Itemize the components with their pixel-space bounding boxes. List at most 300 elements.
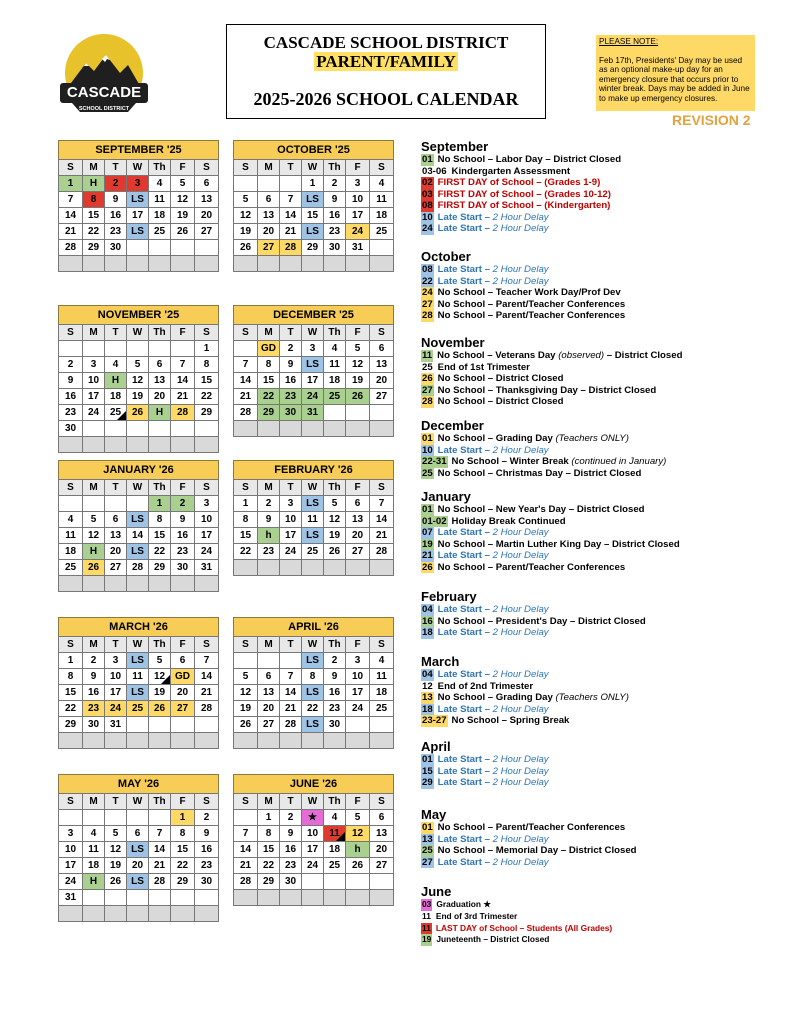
event-date: 25 — [422, 845, 433, 856]
day-cell: 16 — [59, 389, 83, 405]
weekday-header: S — [195, 160, 219, 176]
filler-cell — [195, 733, 219, 749]
event-item — [421, 834, 771, 846]
day-cell: 25 — [105, 405, 127, 421]
weekday-header: M — [83, 637, 105, 653]
event-item — [421, 445, 771, 457]
month-calendar — [233, 140, 394, 272]
events-section — [421, 139, 771, 235]
day-cell: 9 — [258, 512, 280, 528]
day-cell: 10 — [346, 669, 370, 685]
day-cell: 13 — [346, 512, 370, 528]
day-cell: 12 — [127, 373, 149, 389]
day-cell: 30 — [280, 405, 302, 421]
empty-day-cell — [105, 890, 127, 906]
empty-day-cell — [234, 653, 258, 669]
event-date: 24 — [422, 287, 433, 298]
weekday-header: S — [59, 325, 83, 341]
day-cell: 17 — [302, 373, 324, 389]
day-cell: 28 — [280, 717, 302, 733]
day-cell: 18 — [370, 208, 394, 224]
filler-cell — [171, 437, 195, 453]
event-text-note: 2 Hour Delay — [492, 223, 549, 234]
day-cell: 29 — [59, 717, 83, 733]
event-item — [421, 604, 771, 616]
weekday-header: Th — [324, 637, 346, 653]
filler-cell — [149, 437, 171, 453]
day-cell: 17 — [127, 208, 149, 224]
weekday-header: W — [302, 794, 324, 810]
day-cell: 15 — [171, 842, 195, 858]
weekday-header: S — [59, 480, 83, 496]
event-item — [421, 373, 771, 385]
empty-day-cell — [171, 717, 195, 733]
filler-cell — [127, 576, 149, 592]
day-cell: 20 — [370, 842, 394, 858]
weekday-header: F — [346, 637, 370, 653]
empty-day-cell — [105, 496, 127, 512]
weekday-header: M — [258, 325, 280, 341]
day-cell: 4 — [83, 826, 105, 842]
event-item — [421, 177, 771, 189]
events-section — [421, 739, 771, 789]
weekday-header: F — [171, 325, 195, 341]
day-cell: LS — [127, 512, 149, 528]
empty-day-cell — [258, 176, 280, 192]
filler-cell — [195, 256, 219, 272]
weekday-header: F — [346, 160, 370, 176]
weekday-header: M — [83, 160, 105, 176]
event-text — [438, 766, 549, 777]
day-cell: 2 — [280, 341, 302, 357]
weekday-header: M — [83, 325, 105, 341]
event-item — [421, 627, 771, 639]
event-date: 29 — [422, 777, 433, 788]
day-cell: 9 — [280, 826, 302, 842]
event-text-note: 2 Hour Delay — [492, 765, 549, 777]
filler-cell — [234, 256, 258, 272]
day-cell: 4 — [370, 176, 394, 192]
day-cell: 14 — [280, 685, 302, 701]
event-item — [421, 350, 771, 362]
event-date: 03 — [422, 188, 433, 200]
empty-day-cell — [195, 421, 219, 437]
filler-cell — [149, 576, 171, 592]
day-cell: 26 — [324, 544, 346, 560]
day-cell: 15 — [83, 208, 105, 224]
empty-day-cell — [59, 341, 83, 357]
day-cell: 2 — [171, 496, 195, 512]
day-cell: 5 — [171, 176, 195, 192]
month-calendar — [58, 140, 219, 272]
event-text — [438, 299, 626, 310]
events-section-title: November — [421, 335, 485, 350]
event-item — [421, 468, 771, 480]
empty-day-cell — [280, 176, 302, 192]
event-text — [438, 550, 549, 561]
day-cell: 12 — [234, 685, 258, 701]
day-cell: 16 — [280, 842, 302, 858]
day-cell: 3 — [59, 826, 83, 842]
day-cell: 26 — [127, 405, 149, 421]
event-item — [421, 456, 771, 468]
day-cell: 11 — [127, 669, 149, 685]
day-cell: 16 — [324, 208, 346, 224]
day-cell: 28 — [127, 560, 149, 576]
day-cell: 21 — [234, 858, 258, 874]
filler-cell — [171, 256, 195, 272]
filler-cell — [59, 437, 83, 453]
event-text-main: No School – District Closed — [437, 396, 564, 407]
empty-day-cell — [83, 421, 105, 437]
weekday-header: F — [346, 794, 370, 810]
event-date: 04 — [422, 669, 433, 680]
day-cell: 23 — [324, 701, 346, 717]
filler-cell — [83, 437, 105, 453]
day-cell: 25 — [149, 224, 171, 240]
day-cell: 24 — [302, 858, 324, 874]
event-text-note: (observed) — [558, 350, 605, 361]
day-cell: 28 — [195, 701, 219, 717]
day-cell: 26 — [234, 717, 258, 733]
filler-cell — [302, 733, 324, 749]
event-text — [438, 287, 621, 298]
day-cell: 28 — [149, 874, 171, 890]
weekday-header: M — [258, 794, 280, 810]
empty-day-cell — [195, 717, 219, 733]
empty-day-cell — [324, 405, 346, 421]
district-name: CASCADE SCHOOL DISTRICT — [263, 33, 509, 52]
day-cell: 31 — [105, 717, 127, 733]
event-text — [438, 822, 626, 833]
day-cell: LS — [127, 224, 149, 240]
event-item — [421, 287, 771, 299]
day-cell: 22 — [171, 858, 195, 874]
title-box — [226, 24, 546, 119]
day-cell: 19 — [324, 528, 346, 544]
event-item — [421, 715, 771, 727]
weekday-header: M — [258, 637, 280, 653]
month-grid — [233, 479, 394, 576]
day-cell: 5 — [234, 669, 258, 685]
event-text — [452, 715, 570, 726]
note-body: Feb 17th, Presidents' Day may be used as an optional make-up day for an emergency closure that occurs prior to winter break. Days may be added in June to make up emergency closures. — [599, 55, 750, 103]
filler-cell — [59, 256, 83, 272]
event-text — [438, 604, 549, 615]
event-date: 10 — [422, 444, 433, 456]
event-text-main: End of 1st Trimester — [437, 361, 530, 373]
day-cell: 6 — [346, 496, 370, 512]
day-cell: 8 — [149, 512, 171, 528]
day-cell: 2 — [195, 810, 219, 826]
filler-cell — [127, 437, 149, 453]
empty-day-cell — [127, 890, 149, 906]
filler-cell — [83, 576, 105, 592]
day-cell: 24 — [195, 544, 219, 560]
events-section-title: June — [421, 884, 452, 899]
day-cell: 6 — [127, 826, 149, 842]
weekday-header: Th — [149, 325, 171, 341]
weekday-header: W — [127, 160, 149, 176]
day-cell: 25 — [370, 224, 394, 240]
month-calendar — [233, 774, 394, 906]
day-cell: 21 — [234, 389, 258, 405]
day-cell: 9 — [324, 192, 346, 208]
empty-day-cell — [370, 240, 394, 256]
day-cell: 17 — [83, 389, 105, 405]
empty-day-cell — [127, 240, 149, 256]
day-cell: 28 — [171, 405, 195, 421]
day-cell: 12 — [234, 208, 258, 224]
day-cell: 24 — [59, 874, 83, 890]
event-text-main: No School – Spring Break — [451, 715, 570, 726]
day-cell: 23 — [258, 544, 280, 560]
day-cell: LS — [302, 357, 324, 373]
day-cell: LS — [302, 496, 324, 512]
event-item — [421, 777, 771, 789]
day-cell: 19 — [346, 373, 370, 389]
filler-cell — [149, 256, 171, 272]
day-cell: 23 — [280, 858, 302, 874]
day-cell: 10 — [302, 826, 324, 842]
events-section — [421, 249, 771, 322]
empty-day-cell — [105, 810, 127, 826]
day-cell: 30 — [171, 560, 195, 576]
day-cell: 8 — [83, 192, 105, 208]
day-cell: 17 — [346, 208, 370, 224]
day-cell: 12 — [83, 528, 105, 544]
empty-day-cell — [346, 874, 370, 890]
filler-cell — [258, 890, 280, 906]
day-cell: 26 — [83, 560, 105, 576]
event-text — [438, 433, 629, 444]
day-cell: 25 — [324, 858, 346, 874]
day-cell: 1 — [171, 810, 195, 826]
event-item — [421, 539, 771, 551]
day-cell: 1 — [59, 653, 83, 669]
day-cell: 27 — [346, 544, 370, 560]
calendar-title: 2025-2026 SCHOOL CALENDAR — [253, 89, 519, 109]
weekday-header: T — [280, 794, 302, 810]
event-text-note: 2 Hour Delay — [492, 627, 549, 638]
event-item — [421, 681, 771, 693]
event-text-main: Late Start – — [437, 444, 493, 456]
day-cell: H — [105, 373, 127, 389]
weekday-header: W — [302, 325, 324, 341]
event-text-note: 2 Hour Delay — [492, 264, 549, 275]
weekday-header: W — [127, 325, 149, 341]
day-cell: 2 — [324, 653, 346, 669]
event-text-main: FIRST DAY of School – (Grades 1-9) — [437, 177, 601, 188]
day-cell: 30 — [280, 874, 302, 890]
day-cell: GD — [258, 341, 280, 357]
empty-day-cell — [83, 810, 105, 826]
day-cell: 6 — [370, 810, 394, 826]
event-text — [438, 223, 549, 234]
filler-cell — [280, 256, 302, 272]
weekday-header: W — [302, 637, 324, 653]
day-cell: 11 — [324, 826, 346, 842]
event-text — [438, 154, 621, 165]
event-text-main: No School – Martin Luther King Day – District Closed — [437, 538, 680, 550]
filler-cell — [59, 733, 83, 749]
day-cell: 14 — [234, 842, 258, 858]
day-cell: 12 — [149, 669, 171, 685]
day-cell: 14 — [234, 373, 258, 389]
weekday-header: S — [234, 325, 258, 341]
day-cell: 2 — [280, 810, 302, 826]
weekday-header: T — [280, 160, 302, 176]
filler-cell — [258, 421, 280, 437]
day-cell: 6 — [149, 357, 171, 373]
event-item — [421, 299, 771, 311]
day-cell: 22 — [149, 544, 171, 560]
weekday-header: Th — [324, 794, 346, 810]
events-section-title: September — [421, 139, 489, 154]
month-grid — [233, 636, 394, 749]
day-cell: 7 — [234, 357, 258, 373]
event-text-main: Late Start – — [437, 527, 493, 538]
event-text — [438, 681, 533, 692]
day-cell: 8 — [258, 357, 280, 373]
event-date: 23-27 — [422, 715, 447, 726]
day-cell: 19 — [234, 224, 258, 240]
day-cell: 13 — [370, 826, 394, 842]
event-text-main: Late Start – — [437, 703, 493, 715]
day-cell: LS — [127, 685, 149, 701]
day-cell: 7 — [280, 192, 302, 208]
event-text — [436, 934, 549, 944]
day-cell: 23 — [171, 544, 195, 560]
day-cell: LS — [302, 653, 324, 669]
events-section — [421, 807, 771, 868]
filler-cell — [302, 560, 324, 576]
event-text-main: Late Start – — [437, 669, 493, 680]
filler-cell — [370, 733, 394, 749]
day-cell: 26 — [171, 224, 195, 240]
empty-day-cell — [127, 496, 149, 512]
month-grid — [58, 793, 219, 922]
event-text-main: Late Start – — [437, 765, 493, 777]
month-grid — [58, 159, 219, 272]
empty-day-cell — [149, 890, 171, 906]
day-cell: 17 — [280, 528, 302, 544]
event-text-note: 2 Hour Delay — [492, 754, 549, 765]
event-date: 25 — [422, 361, 433, 373]
event-date: 25 — [422, 467, 433, 479]
day-cell: 2 — [105, 176, 127, 192]
weekday-header: Th — [149, 794, 171, 810]
day-cell: 19 — [234, 701, 258, 717]
day-cell: 23 — [195, 858, 219, 874]
day-cell: H — [83, 874, 105, 890]
weekday-header: S — [195, 480, 219, 496]
day-cell: 17 — [195, 528, 219, 544]
event-text-note: 2 Hour Delay — [492, 777, 549, 788]
day-cell: 1 — [258, 810, 280, 826]
day-cell: LS — [127, 842, 149, 858]
filler-cell — [258, 560, 280, 576]
filler-cell — [83, 906, 105, 922]
event-text — [438, 177, 601, 188]
event-text — [438, 445, 549, 456]
day-cell: 9 — [83, 669, 105, 685]
day-cell: 8 — [59, 669, 83, 685]
weekday-header: T — [105, 325, 127, 341]
day-cell: 3 — [105, 653, 127, 669]
audience-title-text: PARENT/FAMILY — [316, 52, 456, 71]
event-date: 01 — [422, 154, 433, 165]
day-cell: 15 — [258, 842, 280, 858]
day-cell: 9 — [59, 373, 83, 389]
event-text-note: 2 Hour Delay — [492, 703, 549, 715]
day-cell: H — [149, 405, 171, 421]
day-cell: LS — [127, 874, 149, 890]
event-text-main: End of 3rd Trimester — [435, 910, 518, 921]
day-cell: 30 — [195, 874, 219, 890]
event-text-main: No School – New Year's Day – District Closed — [437, 504, 645, 515]
day-cell: 9 — [280, 357, 302, 373]
day-cell: 26 — [346, 858, 370, 874]
empty-day-cell — [171, 890, 195, 906]
day-cell: 12 — [346, 826, 370, 842]
day-cell: 27 — [258, 717, 280, 733]
weekday-header: W — [127, 480, 149, 496]
day-cell: 9 — [171, 512, 195, 528]
day-cell: 6 — [105, 512, 127, 528]
day-cell: 23 — [83, 701, 105, 717]
day-cell: 6 — [370, 341, 394, 357]
filler-cell — [370, 256, 394, 272]
event-text — [438, 616, 646, 627]
day-cell: 3 — [280, 496, 302, 512]
event-date: 07 — [422, 527, 433, 538]
day-cell: 30 — [324, 240, 346, 256]
day-cell: 20 — [258, 701, 280, 717]
day-cell: 21 — [370, 528, 394, 544]
month-grid — [233, 793, 394, 906]
event-item — [421, 385, 771, 397]
event-item — [421, 516, 771, 528]
event-item — [421, 562, 771, 574]
event-item — [421, 899, 771, 911]
day-cell: 7 — [59, 192, 83, 208]
weekday-header: S — [195, 325, 219, 341]
day-cell: 3 — [83, 357, 105, 373]
events-section — [421, 489, 771, 573]
month-title: MAY '26 — [58, 774, 219, 793]
weekday-header: F — [346, 480, 370, 496]
event-date: 01-02 — [422, 515, 447, 527]
day-cell: 8 — [171, 826, 195, 842]
day-cell: ★ — [302, 810, 324, 826]
day-cell: 14 — [370, 512, 394, 528]
day-cell: 28 — [59, 240, 83, 256]
empty-day-cell — [127, 421, 149, 437]
filler-cell — [346, 890, 370, 906]
filler-cell — [83, 256, 105, 272]
event-text-note: (Teachers ONLY) — [555, 433, 629, 444]
event-item — [421, 166, 771, 178]
events-section — [421, 589, 771, 639]
day-cell: 30 — [83, 717, 105, 733]
event-date: 04 — [422, 604, 433, 615]
empty-day-cell — [83, 341, 105, 357]
empty-day-cell — [302, 874, 324, 890]
district-logo — [58, 33, 150, 115]
day-cell: 28 — [370, 544, 394, 560]
filler-cell — [324, 421, 346, 437]
